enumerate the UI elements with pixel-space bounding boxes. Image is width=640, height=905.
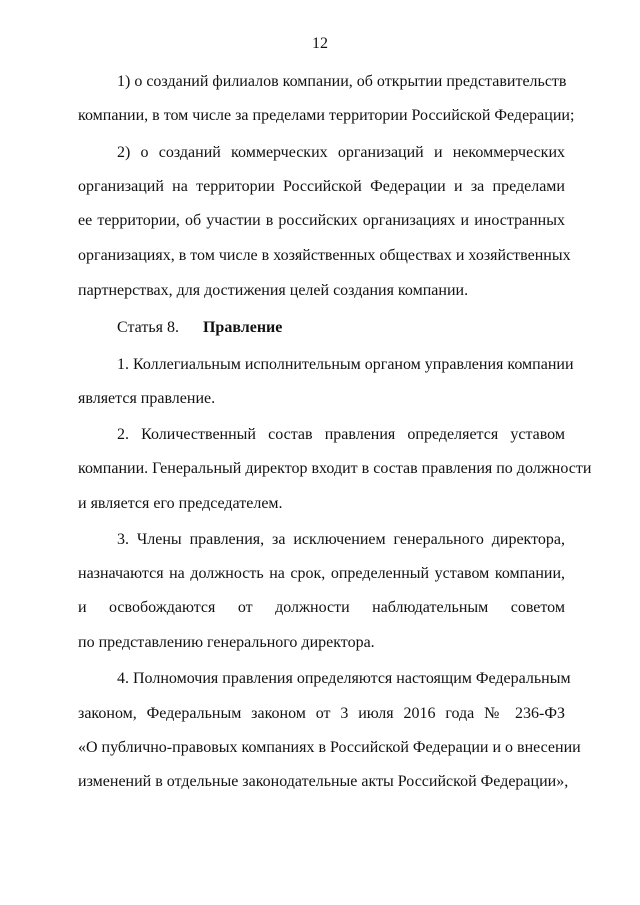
item-2-line-1: 2) о созданий коммерческих организаций и некоммерческих (117, 144, 565, 161)
paragraph-1-line-2: является правление. (78, 390, 216, 407)
article-label: Статья 8. (117, 319, 179, 336)
paragraph-3-line-3: и освобождаются от должности наблюдательным советом (78, 599, 565, 616)
paragraph-3-line-1: 3. Члены правления, за исключением генерального директора, (117, 531, 565, 548)
item-1-line-2: компании, в том числе за пределами территории Российской Федерации; (78, 107, 575, 124)
item-2-line-4: организациях, в том числе в хозяйственных обществах и хозяйственных (78, 247, 571, 264)
paragraph-3-line-4: по представлению генерального директора. (78, 634, 375, 651)
paragraph-2-line-2: компании. Генеральный директор входит в состав правления по должности (78, 460, 592, 477)
page-number: 12 (312, 35, 328, 52)
item-1-line-1: 1) о созданий филиалов компании, об открытии представительств (117, 73, 567, 90)
paragraph-1-line-1: 1. Коллегиальным исполнительным органом управления компании (117, 356, 574, 373)
item-2-line-5: партнерствах, для достижения целей создания компании. (78, 282, 469, 299)
article-heading (117, 318, 282, 338)
paragraph-4-line-1: 4. Полномочия правления определяются настоящим Федеральным (117, 670, 571, 687)
paragraph-2-line-3: и является его председателем. (78, 495, 283, 512)
item-2-line-3: ее территории, об участии в российских организациях и иностранных (78, 212, 565, 229)
paragraph-4-line-4: изменений в отдельные законодательные акты Российской Федерации», (78, 773, 569, 790)
item-2-line-2: организаций на территории Российской Федерации и за пределами (78, 178, 565, 195)
article-title: Правление (202, 319, 283, 336)
paragraph-4-line-2: законом, Федеральным законом от 3 июля 2016 года № 236-ФЗ (78, 705, 565, 722)
paragraph-3-line-2: назначаются на должность на срок, определенный уставом компании, (78, 565, 565, 582)
paragraph-4-line-3: «О публично-правовых компаниях в Российской Федерации и о внесении (78, 739, 581, 756)
paragraph-2-line-1: 2. Количественный состав правления определяется уставом (117, 426, 565, 443)
